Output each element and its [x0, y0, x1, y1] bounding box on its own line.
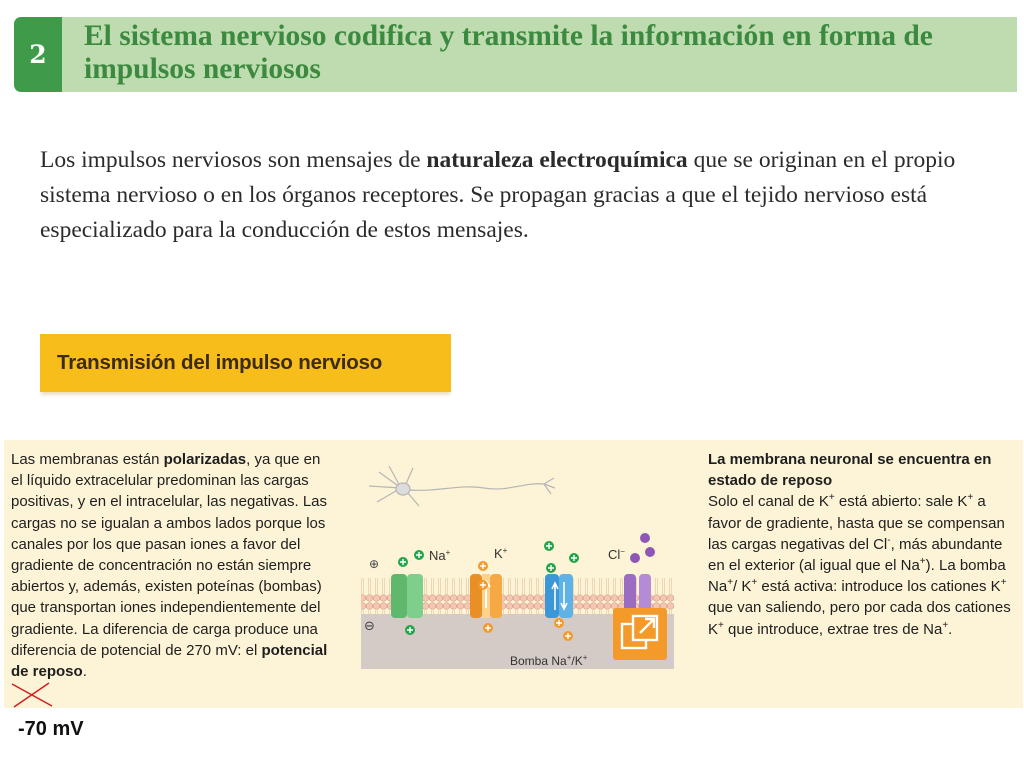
section-title: El sistema nervioso codifica y transmite la información en forma de impulsos nerviosos	[84, 20, 933, 85]
outside-charge-sign: ⊕	[369, 557, 380, 571]
intro-paragraph: Los impulsos nerviosos son mensajes de naturaleza electroquímica que se originan en el propio sistema nervioso o en los órganos receptores. Se propagan gracias a que el tejido nervioso está especializado para la conducción de estos mensajes.	[40, 147, 956, 243]
topic-banner-label: Transmisión del impulso nervioso	[57, 351, 383, 374]
struck-value: 270	[186, 641, 212, 659]
membrane-polarization-text: Las membranas están polarizadas, ya que en el líquido extracelular predominan las cargas positivas, y en el intracelular, las negativas. Las cargas no se igualan a ambos lados porque los canales por los que pasan iones a favor del gradiente de concentración no están siempre abiertos y, además, existen poteínas (bombas) que transportan iones independientemente del gradiente. La diferencia de carga produce una diferencia de potencial de 270 mV: el potencial de reposo.	[11, 451, 328, 681]
pump-label: Bomba Na+/K+	[510, 653, 588, 668]
na-label: Na+	[429, 548, 451, 563]
expand-icon[interactable]	[613, 608, 667, 660]
inside-charge-sign: ⊖	[364, 619, 375, 634]
cl-ions	[630, 533, 655, 563]
k-channel	[470, 574, 502, 618]
handwritten-cross-out	[9, 681, 55, 709]
handwritten-correction: -70 mV	[18, 718, 84, 740]
membrane-diagram	[359, 458, 677, 673]
na-k-pump	[545, 574, 573, 618]
cl-label: Cl−	[608, 547, 625, 562]
topic-banner	[40, 334, 451, 392]
section-number-badge: 2	[14, 17, 62, 92]
intro-bold-term: naturaleza electroquímica	[426, 147, 688, 173]
neuron-icon	[369, 466, 555, 506]
na-channel	[391, 574, 423, 618]
resting-state-text: La membrana neuronal se encuentra en estado de reposo Solo el canal de K+ está abierto: sale K+ a favor de gradiente, hasta que se compensan las cargas negativas del Cl-, más abundante en el exterior (al igual que el Na+). La bomba Na+/ K+ está activa: introduce los cationes K+ que van saliendo, pero por cada dos cationes K+ que introduce, extrae tres de Na+.	[708, 451, 1011, 638]
k-label: K+	[494, 546, 508, 561]
resting-state-heading: La membrana neuronal se encuentra en estado de reposo	[708, 451, 992, 490]
